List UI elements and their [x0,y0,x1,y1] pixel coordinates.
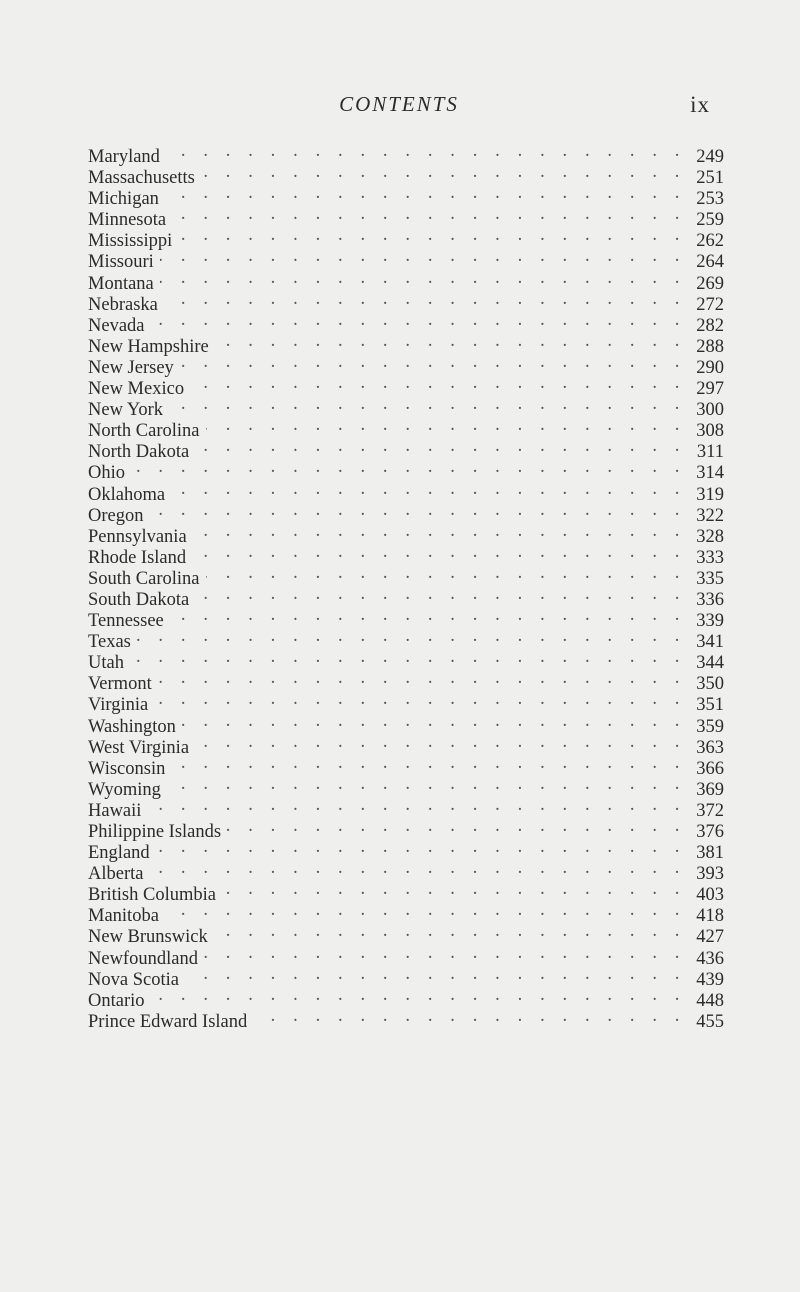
contents-entry [88,331,724,357]
dot-leader [169,394,686,415]
entry-label: Montana [88,273,154,294]
entry-page-number: 344 [696,653,724,674]
dot-leader [195,436,686,457]
dot-leader [214,921,686,942]
entry-label: Mississippi [88,231,173,252]
contents-entry [88,647,724,674]
dot-leader [151,310,687,331]
contents-entry [88,816,724,842]
entry-page-number: 363 [696,737,724,758]
dot-leader [204,943,686,964]
entry-label: Hawaii [88,800,142,821]
entry-page-number: 300 [696,400,724,421]
entry-label: Ontario [88,990,145,1011]
entry-label: Philippine Islands [88,822,222,842]
contents-entry [88,246,724,273]
contents-entry [88,753,724,779]
dot-leader [185,964,686,985]
entry-label: Ohio [88,463,125,484]
entry-page-number: 335 [696,568,724,589]
contents-entry [88,415,724,442]
entry-label: Alberta [88,864,144,885]
entry-page-number: 262 [696,231,724,252]
contents-entry [88,457,724,484]
contents-entry [88,732,724,758]
entry-label: North Carolina [88,421,200,442]
contents-entry [88,858,724,885]
entry-label: Rhode Island [88,547,187,568]
dot-leader [158,668,686,689]
contents-entry [88,605,724,632]
entry-label: Oklahoma [88,484,166,505]
entry-label: Maryland [88,147,160,167]
dot-leader [164,289,686,310]
entry-page-number: 259 [696,210,724,231]
entry-page-number: 264 [696,252,724,273]
entry-label: Massachusetts [88,168,195,189]
dot-leader [149,500,686,521]
contents-entry [88,225,724,252]
entry-page-number: 288 [696,336,724,357]
entry-page-number: 253 [696,189,724,210]
dot-leader [167,774,686,795]
entry-page-number: 311 [696,442,724,463]
contents-entry [88,268,724,294]
dot-leader [166,141,686,162]
entry-page-number: 314 [696,463,724,484]
entry-page-number: 418 [696,906,724,927]
entry-label: Newfoundland [88,948,198,969]
contents-entry [88,774,724,800]
contents-list [88,141,724,1032]
dot-leader [160,246,686,267]
dot-leader [195,584,686,605]
entry-label: Nebraska [88,294,158,315]
dot-leader [253,1006,686,1027]
dot-leader [130,647,686,668]
dot-leader [206,563,686,584]
dot-leader [165,900,686,921]
entry-page-number: 328 [696,526,724,547]
entry-page-number: 369 [696,779,724,800]
dot-leader [172,204,686,225]
contents-entry [88,162,724,189]
contents-entry [88,1006,724,1032]
contents-entry [88,837,724,864]
entry-page-number: 339 [696,611,724,632]
entry-page-number: 359 [696,716,724,737]
entry-page-number: 341 [696,632,724,653]
entry-page-number: 427 [696,927,724,948]
entry-label: Nevada [88,315,145,336]
entry-page-number: 372 [696,800,724,821]
contents-entry [88,479,724,505]
page-header [88,92,710,122]
dot-leader [154,689,686,710]
dot-leader [215,331,686,352]
contents-entry [88,711,724,737]
entry-label: Manitoba [88,906,159,927]
entry-label: Prince Edward Island [88,1011,248,1032]
dot-leader [151,985,686,1006]
entry-label: Virginia [88,695,149,716]
dot-leader [227,816,686,837]
dot-leader [160,268,686,289]
entry-page-number: 455 [696,1011,724,1032]
page-number: ix [690,92,710,117]
contents-entry [88,204,724,231]
entry-page-number: 393 [696,864,724,885]
contents-entry [88,394,724,421]
entry-page-number: 366 [696,758,724,779]
entry-page-number: 319 [696,484,724,505]
entry-label: West Virginia [88,737,190,758]
contents-entry [88,183,724,210]
dot-leader [222,879,686,900]
entry-page-number: 351 [696,695,724,716]
dot-leader [171,479,686,500]
entry-page-number: 376 [696,822,724,842]
entry-page-number: 350 [696,674,724,695]
dot-leader [182,711,686,732]
entry-label: New Mexico [88,379,185,400]
dot-leader [149,858,686,879]
entry-label: New Hampshire [88,336,209,357]
contents-entry [88,352,724,378]
dot-leader [180,352,686,373]
entry-label: Tennessee [88,611,164,632]
entry-label: South Carolina [88,568,200,589]
entry-label: Missouri [88,252,154,273]
entry-label: New Jersey [88,357,174,378]
contents-entry [88,626,724,653]
contents-entry [88,521,724,547]
entry-page-number: 249 [696,147,724,167]
contents-entry [88,500,724,526]
entry-page-number: 322 [696,505,724,526]
entry-label: New York [88,400,164,421]
dot-leader [137,626,686,647]
entry-label: Washington [88,716,176,737]
dot-leader [171,753,686,774]
entry-page-number: 272 [696,294,724,315]
dot-leader [165,183,686,204]
entry-page-number: 297 [696,379,724,400]
entry-label: Pennsylvania [88,526,187,547]
entry-label: Wyoming [88,779,161,800]
entry-label: Utah [88,653,124,674]
dot-leader [170,605,686,626]
entry-label: Vermont [88,674,152,695]
entry-label: Minnesota [88,210,167,231]
contents-entry [88,921,724,948]
entry-label: Wisconsin [88,758,166,779]
entry-page-number: 436 [696,948,724,969]
dot-leader [193,521,686,542]
entry-page-number: 282 [696,315,724,336]
entry-page-number: 439 [696,969,724,990]
entry-label: British Columbia [88,885,216,906]
contents-entry [88,310,724,336]
contents-entry [88,289,724,315]
contents-entry [88,879,724,906]
dot-leader [206,415,687,436]
entry-page-number: 308 [696,421,724,442]
page-title: CONTENTS [339,92,459,116]
entry-page-number: 290 [696,357,724,378]
contents-entry [88,373,724,400]
entry-label: New Brunswick [88,927,208,948]
dot-leader [178,225,686,246]
contents-entry [88,985,724,1011]
entry-label: Texas [88,632,131,653]
contents-entry [88,689,724,716]
entry-page-number: 269 [696,273,724,294]
entry-label: Michigan [88,189,159,210]
entry-page-number: 381 [696,843,724,864]
dot-leader [156,837,686,858]
contents-entry [88,795,724,821]
entry-page-number: 448 [696,990,724,1011]
contents-entry [88,141,724,167]
dot-leader [195,732,686,753]
contents-entry [88,900,724,927]
dot-leader [201,162,686,183]
entry-label: Oregon [88,505,144,526]
entry-label: Nova Scotia [88,969,179,990]
entry-page-number: 333 [696,547,724,568]
entry-page-number: 336 [696,589,724,610]
entry-page-number: 403 [696,885,724,906]
entry-label: North Dakota [88,442,190,463]
dot-leader [131,457,686,478]
dot-leader [147,795,686,816]
entry-page-number: 251 [696,168,724,189]
entry-label: England [88,843,150,864]
entry-label: South Dakota [88,589,190,610]
dot-leader [190,373,686,394]
contents-entry [88,668,724,695]
dot-leader [192,542,686,563]
